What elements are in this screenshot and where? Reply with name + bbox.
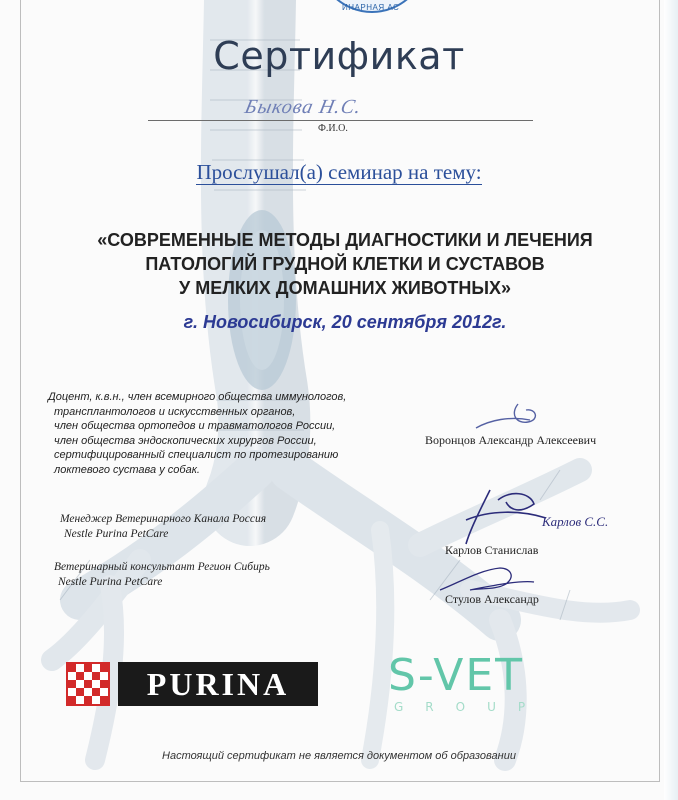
- purina-logo: [66, 662, 318, 706]
- recipient-name-handwritten: Быкова Н.С.: [242, 96, 364, 118]
- purina-wordmark: PURINA: [118, 662, 318, 706]
- organization-seal: [312, 0, 432, 16]
- svet-group-logo: [388, 652, 618, 714]
- consultant-role: [54, 560, 270, 590]
- svet-wordmark: S-VET: [388, 650, 525, 701]
- topic-line: ПАТОЛОГИЙ ГРУДНОЙ КЛЕТКИ И СУСТАВОВ: [145, 254, 545, 274]
- credential-line: член общества ортопедов и травматологов России,: [54, 420, 336, 433]
- credential-line: Доцент, к.в.н., член всемирного общества иммунологов,: [48, 391, 347, 403]
- lecturer-signature: [470, 400, 560, 436]
- manager-role-line: Nestle Purina PetCare: [64, 528, 169, 540]
- purina-checkerboard-icon: [66, 662, 110, 706]
- topic-line: У МЕЛКИХ ДОМАШНИХ ЖИВОТНЫХ»: [179, 278, 511, 298]
- credential-line: трансплантологов и искусственных органов,: [54, 405, 296, 418]
- lecturer-credentials: [48, 390, 398, 478]
- credential-line: член общества эндоскопических хирургов России,: [54, 434, 317, 447]
- certificate-title: Сертификат: [213, 34, 465, 78]
- manager-role: [60, 512, 266, 542]
- seminar-topic: [40, 228, 650, 300]
- consultant-name: Стулов Александр: [445, 592, 539, 606]
- credential-line: сертифицированный специалист по протезированию: [54, 449, 339, 462]
- scan-edge: [664, 0, 678, 800]
- certificate-disclaimer: Настоящий сертификат не является документом об образовании: [162, 750, 516, 762]
- topic-line: «СОВРЕМЕННЫЕ МЕТОДЫ ДИАГНОСТИКИ И ЛЕЧЕНИЯ: [97, 230, 593, 250]
- manager-signature: [450, 480, 610, 550]
- recipient-name-line: [148, 120, 533, 121]
- consultant-role-line: Nestle Purina PetCare: [58, 576, 163, 588]
- name-caption: Ф.И.О.: [318, 123, 348, 134]
- manager-role-line: Менеджер Ветеринарного Канала Россия: [60, 513, 267, 525]
- manager-name: Карлов Станислав: [445, 543, 539, 557]
- consultant-role-line: Ветеринарный консультант Регион Сибирь: [54, 561, 270, 573]
- svet-group-caption: GROUP: [394, 700, 548, 714]
- seal-text: ИНАРНАЯ АС: [342, 3, 400, 12]
- manager-signature-text: Карлов С.С.: [542, 514, 609, 529]
- attended-text: Прослушал(а) семинар на тему:: [196, 160, 482, 184]
- attended-statement: [0, 160, 678, 185]
- lecturer-name: Воронцов Александр Алексеевич: [425, 433, 597, 447]
- credential-line: локтевого сустава у собак.: [54, 463, 200, 476]
- city-and-date: г. Новосибирск, 20 сентября 2012г.: [183, 312, 507, 332]
